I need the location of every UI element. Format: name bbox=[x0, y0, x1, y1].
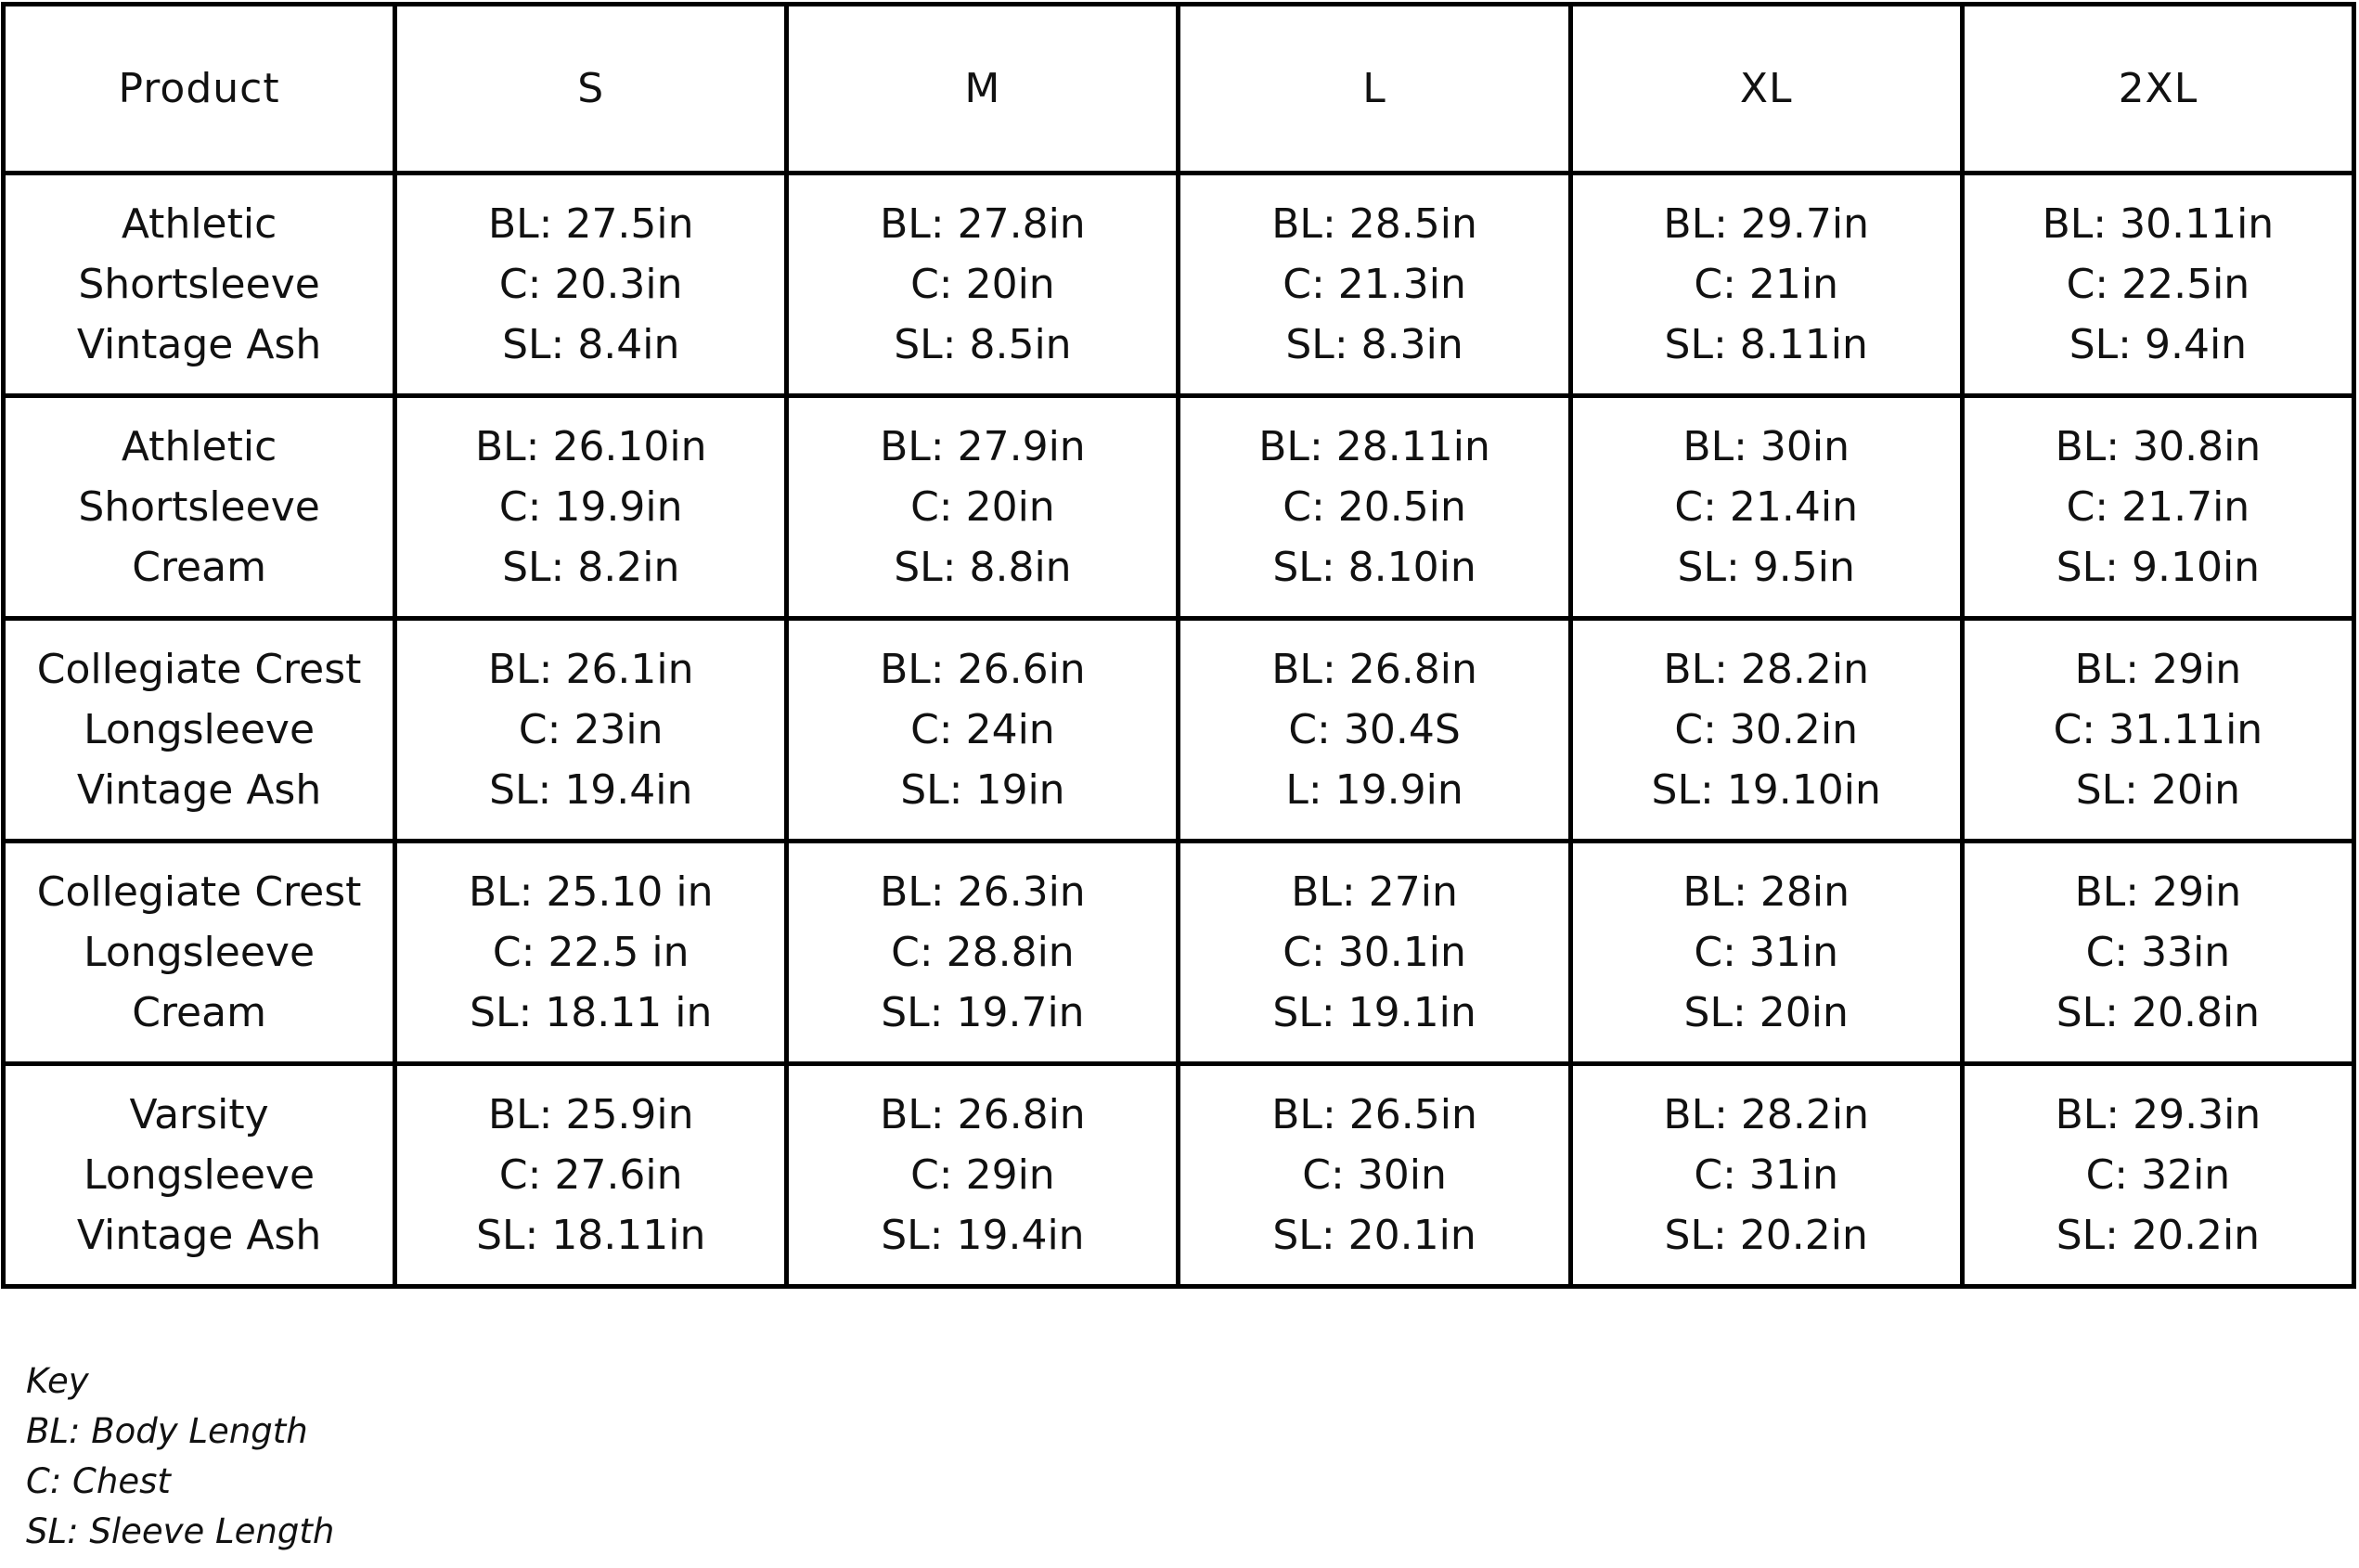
product-name-line: Vintage Ash bbox=[76, 766, 322, 814]
product-name-line: Cream bbox=[132, 989, 266, 1036]
body-length-value: BL: 26.10in bbox=[474, 423, 707, 470]
body-length-value: BL: 25.9in bbox=[487, 1091, 694, 1138]
sleeve-length-value: SL: 18.11in bbox=[476, 1212, 706, 1259]
body-length-value: BL: 25.10 in bbox=[468, 868, 714, 916]
measurement-cell-s bbox=[395, 1064, 787, 1287]
body-length-value: BL: 28.5in bbox=[1271, 200, 1477, 248]
chest-value: C: 33in bbox=[2085, 929, 2231, 976]
measurement-cell-2xl bbox=[1962, 396, 2353, 619]
product-name-line: Longsleeve bbox=[84, 929, 316, 976]
product-name-cell bbox=[4, 1064, 395, 1287]
product-name-line: Longsleeve bbox=[84, 706, 316, 753]
header-row bbox=[4, 5, 2354, 174]
measurement-key bbox=[26, 1356, 334, 1557]
body-length-value: BL: 30.11in bbox=[2042, 200, 2275, 248]
chest-value: C: 21.7in bbox=[2066, 483, 2250, 531]
measurement-cell-2xl bbox=[1962, 619, 2353, 842]
sleeve-length-value: SL: 20in bbox=[2075, 766, 2241, 814]
chest-value: C: 20in bbox=[910, 261, 1055, 308]
body-length-value: BL: 29in bbox=[2074, 868, 2242, 916]
chest-value: C: 19.9in bbox=[498, 483, 683, 531]
measurement-cell-s bbox=[395, 619, 787, 842]
chest-value: C: 21.3in bbox=[1283, 261, 1466, 308]
measurement-cell-xl bbox=[1570, 1064, 1962, 1287]
chest-value: C: 27.6in bbox=[498, 1151, 683, 1199]
chest-value: C: 29in bbox=[910, 1151, 1055, 1199]
sleeve-length-value: SL: 20.2in bbox=[1664, 1212, 1868, 1259]
sleeve-length-value: SL: 20.8in bbox=[2056, 989, 2261, 1036]
body-length-value: BL: 30.8in bbox=[2055, 423, 2262, 470]
chest-value: C: 30.4S bbox=[1288, 706, 1461, 753]
body-length-value: BL: 27.9in bbox=[880, 423, 1086, 470]
chest-value: C: 21.4in bbox=[1674, 483, 1859, 531]
chest-value: C: 30.1in bbox=[1283, 929, 1466, 976]
key-item-chest: C: Chest bbox=[26, 1461, 171, 1501]
body-length-value: BL: 28.2in bbox=[1663, 1091, 1869, 1138]
header-size-xl: XL bbox=[1570, 5, 1962, 174]
product-name-line: Athletic bbox=[121, 200, 277, 248]
sleeve-length-value: SL: 9.4in bbox=[2069, 321, 2248, 368]
sleeve-length-value: SL: 19.1in bbox=[1272, 989, 1476, 1036]
body-length-value: BL: 26.6in bbox=[880, 646, 1086, 693]
measurement-cell-s bbox=[395, 842, 787, 1064]
product-name-line: Athletic bbox=[121, 423, 277, 470]
measurement-cell-l bbox=[1179, 396, 1570, 619]
table-row bbox=[4, 1064, 2354, 1287]
measurement-cell-m bbox=[787, 174, 1179, 396]
measurement-cell-xl bbox=[1570, 619, 1962, 842]
product-name-line: Collegiate Crest bbox=[36, 646, 362, 693]
sleeve-length-value: SL: 20.2in bbox=[2056, 1212, 2261, 1259]
chest-value: C: 22.5 in bbox=[492, 929, 690, 976]
product-name-cell bbox=[4, 842, 395, 1064]
body-length-value: BL: 29in bbox=[2074, 646, 2242, 693]
body-length-value: BL: 26.8in bbox=[880, 1091, 1086, 1138]
chest-value: C: 32in bbox=[2085, 1151, 2231, 1199]
header-size-2xl: 2XL bbox=[1962, 5, 2353, 174]
body-length-value: BL: 28.11in bbox=[1258, 423, 1490, 470]
measurement-cell-m bbox=[787, 842, 1179, 1064]
chest-value: C: 30.2in bbox=[1674, 706, 1859, 753]
sleeve-length-value: L: 19.9in bbox=[1285, 766, 1463, 814]
sleeve-length-value: SL: 9.10in bbox=[2056, 544, 2261, 591]
measurement-cell-m bbox=[787, 396, 1179, 619]
chest-value: C: 22.5in bbox=[2066, 261, 2250, 308]
body-length-value: BL: 26.3in bbox=[880, 868, 1086, 916]
sleeve-length-value: SL: 8.5in bbox=[894, 321, 1072, 368]
product-name-cell bbox=[4, 174, 395, 396]
sleeve-length-value: SL: 20in bbox=[1683, 989, 1849, 1036]
table-row bbox=[4, 842, 2354, 1064]
chest-value: C: 31.11in bbox=[2053, 706, 2263, 753]
measurement-cell-xl bbox=[1570, 842, 1962, 1064]
chest-value: C: 21in bbox=[1694, 261, 1839, 308]
measurement-cell-m bbox=[787, 1064, 1179, 1287]
chest-value: C: 20.3in bbox=[498, 261, 683, 308]
sleeve-length-value: SL: 20.1in bbox=[1272, 1212, 1476, 1259]
sleeve-length-value: SL: 8.10in bbox=[1272, 544, 1476, 591]
product-name-line: Cream bbox=[132, 544, 266, 591]
body-length-value: BL: 27.8in bbox=[880, 200, 1086, 248]
body-length-value: BL: 26.5in bbox=[1271, 1091, 1477, 1138]
table-row bbox=[4, 174, 2354, 396]
measurement-cell-m bbox=[787, 619, 1179, 842]
sleeve-length-value: SL: 8.4in bbox=[502, 321, 680, 368]
chest-value: C: 23in bbox=[518, 706, 664, 753]
header-size-m: M bbox=[787, 5, 1179, 174]
measurement-cell-2xl bbox=[1962, 174, 2353, 396]
body-length-value: BL: 29.7in bbox=[1663, 200, 1869, 248]
sleeve-length-value: SL: 18.11 in bbox=[470, 989, 713, 1036]
header-size-l: L bbox=[1179, 5, 1570, 174]
key-item-sleeve-length: SL: Sleeve Length bbox=[26, 1511, 335, 1551]
chest-value: C: 28.8in bbox=[891, 929, 1075, 976]
sleeve-length-value: SL: 8.3in bbox=[1285, 321, 1463, 368]
measurement-cell-xl bbox=[1570, 174, 1962, 396]
measurement-cell-2xl bbox=[1962, 1064, 2353, 1287]
product-name-line: Varsity bbox=[129, 1091, 269, 1138]
product-name-cell bbox=[4, 619, 395, 842]
body-length-value: BL: 28.2in bbox=[1663, 646, 1869, 693]
chest-value: C: 31in bbox=[1694, 1151, 1839, 1199]
key-title: Key bbox=[26, 1361, 89, 1401]
measurement-cell-l bbox=[1179, 1064, 1570, 1287]
product-name-line: Shortsleeve bbox=[78, 483, 320, 531]
table-row bbox=[4, 396, 2354, 619]
sleeve-length-value: SL: 19.10in bbox=[1651, 766, 1881, 814]
sleeve-length-value: SL: 19.4in bbox=[489, 766, 693, 814]
measurement-cell-s bbox=[395, 174, 787, 396]
chest-value: C: 31in bbox=[1694, 929, 1839, 976]
sleeve-length-value: SL: 19.7in bbox=[881, 989, 1085, 1036]
product-name-line: Shortsleeve bbox=[78, 261, 320, 308]
sleeve-length-value: SL: 9.5in bbox=[1677, 544, 1855, 591]
body-length-value: BL: 30in bbox=[1682, 423, 1850, 470]
sleeve-length-value: SL: 19.4in bbox=[881, 1212, 1085, 1259]
body-length-value: BL: 27in bbox=[1291, 868, 1458, 916]
measurement-cell-xl bbox=[1570, 396, 1962, 619]
key-item-body-length: BL: Body Length bbox=[26, 1411, 308, 1451]
chest-value: C: 30in bbox=[1302, 1151, 1447, 1199]
chest-value: C: 20.5in bbox=[1283, 483, 1466, 531]
chest-value: C: 20in bbox=[910, 483, 1055, 531]
sleeve-length-value: SL: 8.11in bbox=[1664, 321, 1868, 368]
body-length-value: BL: 29.3in bbox=[2055, 1091, 2262, 1138]
measurement-cell-l bbox=[1179, 842, 1570, 1064]
measurement-cell-2xl bbox=[1962, 842, 2353, 1064]
sleeve-length-value: SL: 19in bbox=[900, 766, 1065, 814]
product-name-line: Longsleeve bbox=[84, 1151, 316, 1199]
measurement-cell-s bbox=[395, 396, 787, 619]
sleeve-length-value: SL: 8.2in bbox=[502, 544, 680, 591]
sleeve-length-value: SL: 8.8in bbox=[894, 544, 1072, 591]
product-name-line: Vintage Ash bbox=[76, 321, 322, 368]
body-length-value: BL: 27.5in bbox=[487, 200, 694, 248]
size-chart-table bbox=[1, 2, 2356, 1289]
product-name-line: Vintage Ash bbox=[76, 1212, 322, 1259]
header-size-s: S bbox=[395, 5, 787, 174]
body-length-value: BL: 28in bbox=[1682, 868, 1850, 916]
measurement-cell-l bbox=[1179, 174, 1570, 396]
product-name-cell bbox=[4, 396, 395, 619]
header-product: Product bbox=[4, 5, 395, 174]
table-row bbox=[4, 619, 2354, 842]
body-length-value: BL: 26.8in bbox=[1271, 646, 1477, 693]
product-name-line: Collegiate Crest bbox=[36, 868, 362, 916]
chest-value: C: 24in bbox=[910, 706, 1055, 753]
body-length-value: BL: 26.1in bbox=[487, 646, 694, 693]
measurement-cell-l bbox=[1179, 619, 1570, 842]
